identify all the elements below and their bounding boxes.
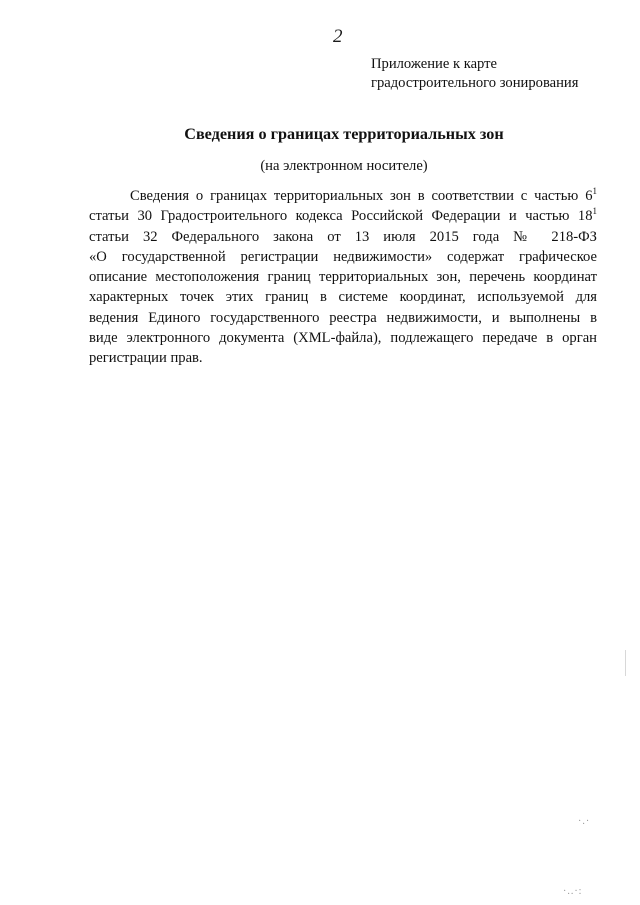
document-subtitle: (на электронном носителе) <box>260 158 428 174</box>
body-line: виде электронного документа (XML-файла), подлежащего передаче в орган <box>89 330 597 347</box>
scan-artifact-dots: ·.· <box>578 816 591 827</box>
page-number: 2 <box>333 26 343 47</box>
body-line: ведения Единого государственного реестра недвижимости, и выполнены в <box>89 309 597 326</box>
body-line <box>89 186 597 206</box>
body-line: описание местоположения границ территориальных зон, перечень координат <box>89 269 597 286</box>
body-paragraph <box>89 186 597 369</box>
body-line: «О государственной регистрации недвижимости» содержат графическое <box>89 248 597 265</box>
body-line: статьи 32 Федерального закона от 13 июля 2015 года № 218-ФЗ <box>89 228 597 245</box>
body-line <box>89 206 597 226</box>
appendix-line-1: Приложение к карте <box>371 56 498 72</box>
appendix-note <box>371 55 578 93</box>
superscript: 1 <box>592 206 597 217</box>
body-line: регистрации прав. <box>89 350 203 367</box>
superscript: 1 <box>592 186 597 197</box>
body-line: характерных точек этих границ в системе координат, используемой для <box>89 289 597 306</box>
body-text-fragment: статьи 30 Градостроительного кодекса Российской Федерации и частью 18 <box>89 208 593 225</box>
appendix-line-2: градостроительного зонирования <box>371 75 579 91</box>
document-title: Сведения о границах территориальных зон <box>184 125 504 143</box>
scan-artifact-dots: ·..·: <box>563 886 583 897</box>
scan-artifact-mark <box>625 650 626 676</box>
body-text-fragment: Сведения о границах территориальных зон в соответствии с частью 6 <box>130 188 593 204</box>
